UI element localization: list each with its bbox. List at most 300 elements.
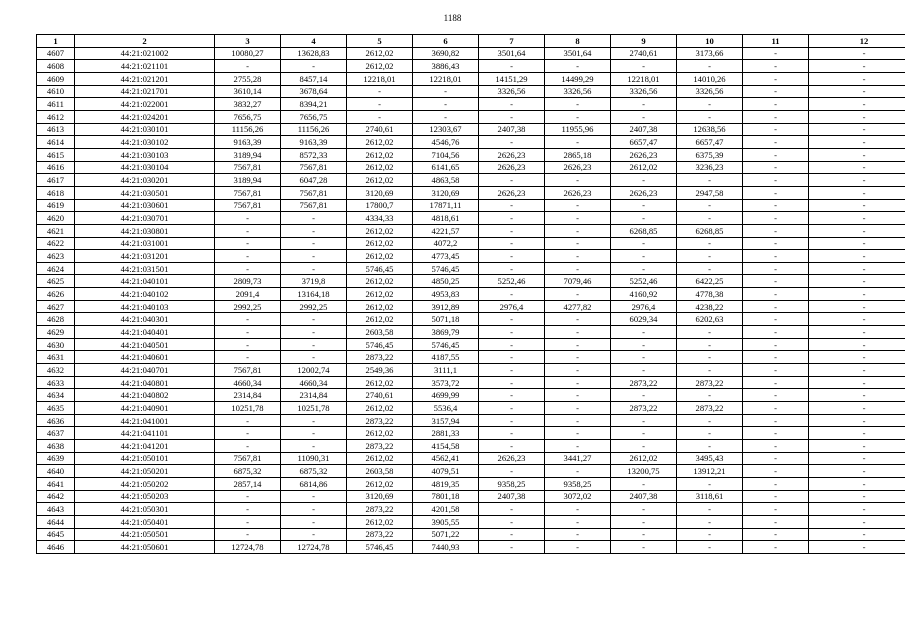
table-cell: 2873,22 <box>347 528 413 541</box>
table-cell: 4628 <box>37 313 75 326</box>
table-cell: - <box>677 440 743 453</box>
table-cell: 44:21:030101 <box>75 123 215 136</box>
table-cell: - <box>677 326 743 339</box>
table-cell: 3173,66 <box>677 47 743 60</box>
table-cell: 44:21:030701 <box>75 212 215 225</box>
table-cell: - <box>545 541 611 554</box>
table-cell: - <box>281 262 347 275</box>
table-cell: - <box>743 338 809 351</box>
table-cell: 7440,93 <box>413 541 479 554</box>
table-cell: - <box>215 427 281 440</box>
table-cell: - <box>743 503 809 516</box>
table-cell: 14499,29 <box>545 72 611 85</box>
table-cell: 44:21:050301 <box>75 503 215 516</box>
table-cell: - <box>545 60 611 73</box>
table-cell: - <box>215 326 281 339</box>
table-cell: 2612,02 <box>347 477 413 490</box>
table-cell: - <box>479 427 545 440</box>
table-cell: 11156,26 <box>281 123 347 136</box>
table-cell: 4953,83 <box>413 288 479 301</box>
table-cell: 7079,46 <box>545 275 611 288</box>
table-cell: - <box>479 237 545 250</box>
table-cell: - <box>743 351 809 364</box>
table-cell: - <box>743 60 809 73</box>
table-cell: 3120,69 <box>347 186 413 199</box>
table-row <box>37 503 905 516</box>
table-cell: 4633 <box>37 376 75 389</box>
table-cell: - <box>677 98 743 111</box>
column-header: 12 <box>809 35 905 48</box>
table-row <box>37 541 905 554</box>
table-cell: 12638,56 <box>677 123 743 136</box>
table-cell: - <box>545 427 611 440</box>
table-cell: 44:21:030801 <box>75 224 215 237</box>
table-cell: 2407,38 <box>479 490 545 503</box>
table-row <box>37 47 905 60</box>
table-row <box>37 224 905 237</box>
table-cell: 4819,35 <box>413 477 479 490</box>
table-cell: 5746,45 <box>347 338 413 351</box>
table-cell: - <box>545 326 611 339</box>
table-cell: 4609 <box>37 72 75 85</box>
table-cell: 13164,18 <box>281 288 347 301</box>
table-cell: - <box>809 541 905 554</box>
table-cell: 6375,39 <box>677 148 743 161</box>
table-cell: 11156,26 <box>215 123 281 136</box>
table-cell: - <box>281 414 347 427</box>
table-cell: 2873,22 <box>677 376 743 389</box>
table-cell: - <box>743 161 809 174</box>
table-cell: 3869,79 <box>413 326 479 339</box>
table-cell: 4160,92 <box>611 288 677 301</box>
table-cell: - <box>809 237 905 250</box>
table-cell: - <box>479 326 545 339</box>
table-cell: - <box>215 237 281 250</box>
table-cell: 44:21:040101 <box>75 275 215 288</box>
table-cell: 2407,38 <box>611 490 677 503</box>
table-cell: 3120,69 <box>413 186 479 199</box>
table-row <box>37 212 905 225</box>
table-cell: 2612,02 <box>347 161 413 174</box>
table-cell: 9358,25 <box>479 477 545 490</box>
table-cell: - <box>215 338 281 351</box>
table-cell: 5252,46 <box>479 275 545 288</box>
table-row <box>37 528 905 541</box>
table-row <box>37 275 905 288</box>
table-cell: - <box>743 440 809 453</box>
table-cell: 44:21:050202 <box>75 477 215 490</box>
header-row <box>37 35 905 48</box>
table-cell: 4773,45 <box>413 250 479 263</box>
table-cell: - <box>545 515 611 528</box>
table-cell: 5071,18 <box>413 313 479 326</box>
table-cell: 3120,69 <box>347 490 413 503</box>
table-cell: 9163,39 <box>281 136 347 149</box>
table-cell: - <box>743 85 809 98</box>
table-cell: - <box>809 199 905 212</box>
table-cell: 6814,86 <box>281 477 347 490</box>
table-cell: - <box>611 98 677 111</box>
table-cell: 4621 <box>37 224 75 237</box>
table-cell: 44:21:024201 <box>75 110 215 123</box>
table-cell: - <box>809 477 905 490</box>
table-cell: - <box>743 364 809 377</box>
table-cell: 44:21:031201 <box>75 250 215 263</box>
table-cell: 3326,56 <box>545 85 611 98</box>
table-cell: - <box>215 515 281 528</box>
table-cell: 44:21:050601 <box>75 541 215 554</box>
table-cell: 7567,81 <box>281 161 347 174</box>
table-cell: 12303,67 <box>413 123 479 136</box>
table-cell: - <box>743 72 809 85</box>
table-cell: - <box>479 364 545 377</box>
table-cell: - <box>611 110 677 123</box>
table-cell: 3905,55 <box>413 515 479 528</box>
table-cell: 6029,34 <box>611 313 677 326</box>
table-cell: 4619 <box>37 199 75 212</box>
table-cell: 4238,22 <box>677 300 743 313</box>
table-row <box>37 452 905 465</box>
table-cell: 2626,23 <box>611 148 677 161</box>
table-cell: 3495,43 <box>677 452 743 465</box>
table-cell: 8394,21 <box>281 98 347 111</box>
table-cell: - <box>545 440 611 453</box>
table-cell: - <box>479 313 545 326</box>
table-cell: 2612,02 <box>347 376 413 389</box>
table-cell: 4634 <box>37 389 75 402</box>
table-cell: 7104,56 <box>413 148 479 161</box>
table-cell: 6875,32 <box>281 465 347 478</box>
table-cell: - <box>677 503 743 516</box>
table-cell: 4610 <box>37 85 75 98</box>
table-cell: 2857,14 <box>215 477 281 490</box>
table-cell: 2612,02 <box>611 161 677 174</box>
table-cell: 4646 <box>37 541 75 554</box>
table-cell: 7567,81 <box>215 199 281 212</box>
column-header: 11 <box>743 35 809 48</box>
table-cell: - <box>347 110 413 123</box>
table-cell: 4626 <box>37 288 75 301</box>
table-row <box>37 148 905 161</box>
table-cell: - <box>215 60 281 73</box>
table-cell: - <box>743 465 809 478</box>
table-cell: 2947,58 <box>677 186 743 199</box>
table-cell: - <box>611 389 677 402</box>
table-cell: 2612,02 <box>347 136 413 149</box>
table-cell: - <box>809 414 905 427</box>
table-cell: - <box>809 47 905 60</box>
table-cell: - <box>743 288 809 301</box>
table-cell: 13628,83 <box>281 47 347 60</box>
table-cell: 2873,22 <box>347 414 413 427</box>
table-cell: - <box>545 338 611 351</box>
table-cell: 44:21:040301 <box>75 313 215 326</box>
table-cell: - <box>743 148 809 161</box>
table-cell: 44:21:040103 <box>75 300 215 313</box>
table-cell: 44:21:030102 <box>75 136 215 149</box>
table-cell: 4562,41 <box>413 452 479 465</box>
table-cell: 3501,64 <box>545 47 611 60</box>
table-cell: 4079,51 <box>413 465 479 478</box>
table-cell: 44:21:021701 <box>75 85 215 98</box>
table-cell: - <box>809 224 905 237</box>
column-header: 1 <box>37 35 75 48</box>
table-cell: 4632 <box>37 364 75 377</box>
table-cell: 44:21:040801 <box>75 376 215 389</box>
table-cell: - <box>479 414 545 427</box>
table-cell: 44:21:040701 <box>75 364 215 377</box>
table-cell: - <box>809 389 905 402</box>
table-cell: 4636 <box>37 414 75 427</box>
table-cell: 3111,1 <box>413 364 479 377</box>
table-cell: 4627 <box>37 300 75 313</box>
table-cell: - <box>677 338 743 351</box>
table-cell: - <box>743 515 809 528</box>
column-header: 2 <box>75 35 215 48</box>
column-header: 4 <box>281 35 347 48</box>
table-row <box>37 364 905 377</box>
table-cell: 4631 <box>37 351 75 364</box>
table-cell: 3189,94 <box>215 148 281 161</box>
table-cell: 6202,63 <box>677 313 743 326</box>
table-cell: 2740,61 <box>347 389 413 402</box>
table-cell: - <box>545 98 611 111</box>
table-row <box>37 351 905 364</box>
table-cell: - <box>545 250 611 263</box>
table-cell: - <box>479 212 545 225</box>
table-cell: - <box>413 98 479 111</box>
table-cell: - <box>215 528 281 541</box>
table-cell: - <box>611 515 677 528</box>
table-cell: - <box>479 376 545 389</box>
table-cell: - <box>743 275 809 288</box>
table-cell: 44:21:040501 <box>75 338 215 351</box>
table-cell: 2626,23 <box>479 148 545 161</box>
table-cell: 3610,14 <box>215 85 281 98</box>
table-cell: 2873,22 <box>347 503 413 516</box>
table-cell: - <box>545 503 611 516</box>
table-cell: - <box>677 528 743 541</box>
table-cell: 7656,75 <box>215 110 281 123</box>
table-cell: 5746,45 <box>413 338 479 351</box>
table-cell: 2755,28 <box>215 72 281 85</box>
table-cell: 6657,47 <box>677 136 743 149</box>
table-cell: 7567,81 <box>215 161 281 174</box>
table-cell: 6141,65 <box>413 161 479 174</box>
table-cell: - <box>479 503 545 516</box>
table-row <box>37 515 905 528</box>
table-cell: 6047,28 <box>281 174 347 187</box>
table-cell: - <box>545 313 611 326</box>
table-cell: 3912,89 <box>413 300 479 313</box>
table-cell: 2873,22 <box>347 440 413 453</box>
table-cell: - <box>479 288 545 301</box>
table-row <box>37 338 905 351</box>
table-cell: - <box>743 541 809 554</box>
table-cell: 2612,02 <box>347 402 413 415</box>
table-cell: 2626,23 <box>545 186 611 199</box>
table-cell: 14151,29 <box>479 72 545 85</box>
table-cell: - <box>677 237 743 250</box>
table-row <box>37 123 905 136</box>
table-row <box>37 98 905 111</box>
table-cell: 4638 <box>37 440 75 453</box>
table-cell: - <box>611 326 677 339</box>
table-cell: 4660,34 <box>281 376 347 389</box>
table-cell: 4643 <box>37 503 75 516</box>
table-cell: - <box>743 376 809 389</box>
table-cell: - <box>545 465 611 478</box>
table-cell: 9163,39 <box>215 136 281 149</box>
table-cell: - <box>809 98 905 111</box>
table-cell: 3236,23 <box>677 161 743 174</box>
table-cell: - <box>677 212 743 225</box>
table-cell: - <box>809 364 905 377</box>
table-cell: 2407,38 <box>479 123 545 136</box>
table-cell: 4642 <box>37 490 75 503</box>
table-cell: - <box>611 60 677 73</box>
table-cell: - <box>479 199 545 212</box>
table-cell: 2740,61 <box>347 123 413 136</box>
table-cell: 7567,81 <box>215 452 281 465</box>
column-header: 8 <box>545 35 611 48</box>
table-cell: - <box>809 313 905 326</box>
table-cell: - <box>611 477 677 490</box>
table-cell: - <box>809 351 905 364</box>
table-cell: 7567,81 <box>281 199 347 212</box>
table-cell: 2612,02 <box>347 224 413 237</box>
table-cell: 44:21:030104 <box>75 161 215 174</box>
table-cell: 4616 <box>37 161 75 174</box>
table-cell: - <box>677 364 743 377</box>
table-cell: 44:21:050501 <box>75 528 215 541</box>
table-cell: - <box>479 110 545 123</box>
table-row <box>37 136 905 149</box>
table-cell: - <box>479 98 545 111</box>
table-cell: 2612,02 <box>347 300 413 313</box>
table-cell: 2873,22 <box>347 351 413 364</box>
table-cell: 3573,72 <box>413 376 479 389</box>
table-cell: - <box>743 136 809 149</box>
table-cell: 3072,02 <box>545 490 611 503</box>
table-cell: 44:21:040102 <box>75 288 215 301</box>
table-cell: 4546,76 <box>413 136 479 149</box>
table-cell: 2873,22 <box>677 402 743 415</box>
table-row <box>37 440 905 453</box>
table-cell: 2626,23 <box>479 452 545 465</box>
table-cell: 44:21:040401 <box>75 326 215 339</box>
table-cell: 44:21:031001 <box>75 237 215 250</box>
table-cell: 4850,25 <box>413 275 479 288</box>
table-cell: - <box>479 338 545 351</box>
table-cell: - <box>809 60 905 73</box>
table-cell: - <box>281 212 347 225</box>
table-cell: 2091,4 <box>215 288 281 301</box>
table-cell: - <box>743 313 809 326</box>
table-cell: 4607 <box>37 47 75 60</box>
table-cell: 4625 <box>37 275 75 288</box>
table-cell: 4221,57 <box>413 224 479 237</box>
table-cell: - <box>215 490 281 503</box>
table-cell: - <box>743 490 809 503</box>
table-cell: - <box>677 262 743 275</box>
table-cell: 2992,25 <box>281 300 347 313</box>
table-cell: 44:21:021201 <box>75 72 215 85</box>
table-cell: 13200,75 <box>611 465 677 478</box>
table-cell: 7656,75 <box>281 110 347 123</box>
table-cell: 3118,61 <box>677 490 743 503</box>
table-cell: 7567,81 <box>281 186 347 199</box>
table-cell: - <box>809 427 905 440</box>
table-row <box>37 250 905 263</box>
table-cell: 9358,25 <box>545 477 611 490</box>
table-cell: - <box>743 199 809 212</box>
table-cell: - <box>809 288 905 301</box>
table-row <box>37 72 905 85</box>
table-cell: 6268,85 <box>611 224 677 237</box>
table-cell: - <box>215 224 281 237</box>
table-cell: - <box>743 98 809 111</box>
table-cell: 44:21:022001 <box>75 98 215 111</box>
table-cell: - <box>479 541 545 554</box>
table-cell: 4640 <box>37 465 75 478</box>
table-cell: 4635 <box>37 402 75 415</box>
table-cell: 44:21:021002 <box>75 47 215 60</box>
table-cell: 2626,23 <box>479 161 545 174</box>
table-cell: 3326,56 <box>611 85 677 98</box>
table-cell: 4778,38 <box>677 288 743 301</box>
table-cell: 12724,78 <box>281 541 347 554</box>
table-cell: - <box>743 110 809 123</box>
table-cell: 4612 <box>37 110 75 123</box>
table-cell: - <box>677 427 743 440</box>
table-cell: - <box>809 123 905 136</box>
table-cell: 3719,8 <box>281 275 347 288</box>
table-cell: - <box>479 402 545 415</box>
table-cell: - <box>743 123 809 136</box>
table-cell: - <box>545 288 611 301</box>
table-cell: - <box>809 515 905 528</box>
table-cell: 4639 <box>37 452 75 465</box>
table-cell: 5536,4 <box>413 402 479 415</box>
table-cell: - <box>413 85 479 98</box>
column-header: 5 <box>347 35 413 48</box>
table-cell: - <box>479 389 545 402</box>
table-cell: 3441,27 <box>545 452 611 465</box>
table-cell: - <box>743 250 809 263</box>
table-cell: 44:21:050101 <box>75 452 215 465</box>
table-cell: - <box>809 85 905 98</box>
table-cell: - <box>215 313 281 326</box>
table-cell: 11090,31 <box>281 452 347 465</box>
table-cell: 2626,23 <box>611 186 677 199</box>
table-cell: 4699,99 <box>413 389 479 402</box>
table-cell: 44:21:050401 <box>75 515 215 528</box>
table-cell: - <box>809 376 905 389</box>
table-cell: 4334,33 <box>347 212 413 225</box>
table-cell: 14010,26 <box>677 72 743 85</box>
table-cell: - <box>809 110 905 123</box>
table-cell: 4614 <box>37 136 75 149</box>
table-cell: 2626,23 <box>479 186 545 199</box>
table-cell: 44:21:030501 <box>75 186 215 199</box>
table-cell: - <box>545 212 611 225</box>
table-cell: 3189,94 <box>215 174 281 187</box>
table-cell: 2612,02 <box>347 60 413 73</box>
table-cell: - <box>611 237 677 250</box>
table-cell: - <box>215 262 281 275</box>
table-cell: 44:21:041201 <box>75 440 215 453</box>
